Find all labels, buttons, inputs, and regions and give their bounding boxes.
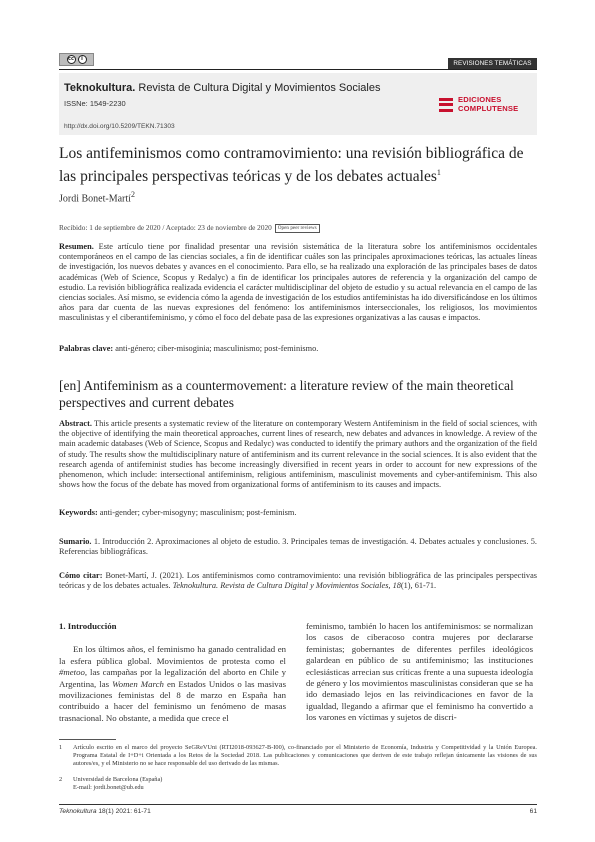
publisher-mark-icon (439, 98, 453, 112)
how-to-cite: Cómo citar: Bonet-Martí, J. (2021). Los antifeminismos como contramovimiento: una revisión bibliográfica de las principales perspectivas teóricas y de los debates actuales. Teknokultura. Revista de Cultura Digital y Movimientos Sociales, 18(1), 61-71. (59, 571, 537, 591)
by-person-icon: i (78, 55, 87, 64)
doi-link[interactable]: http://dx.doi.org/10.5209/TEKN.71303 (64, 123, 175, 130)
abstract: Abstract. This article presents a systematic review of the literature on contemporary Western Antifeminism in the field of social sciences, with the objective of identifying the main theoretical approaches, current lines of research, new debates and advances in knowledge. A review of the main academic databases (Web of Science, Scopus and Redalyc) was conducted to identify the primary authors and the organization of the field of study. The results show the multidisciplinary nature of antifeminism and its current relevance in the social sciences. It is also evident that the research agenda of antifeminist studies has become increasingly diversified in recent years in order to account for new expressions of the phenomenon, which include: intersectional antifeminism, religious antifeminism, masculinist movements and cyber-antifeminism. This also shows how the focus of the debate has moved from organizational forms of antifeminism to its causes and impacts. (59, 419, 537, 490)
footnote-1: 1 Artículo escrito en el marco del proyecto SeGReVUni (RTI2018-093627-B-I00), co-financiado por el Ministerio de Economía, Industria y Competitividad y la Unión Europea. Programa Estatal de I+D+i Orientada a los Retos de la Sociedad 2018. Las publicaciones y comunicaciones que deriven de este trabajo reflejan únicamente las visiones de sus autores/es, y el Ministerio no se hace responsable del uso derivado de las mismas. (59, 744, 537, 767)
body-column-right (306, 621, 533, 724)
intro-paragraph-continued: feminismo, también lo hacen los antifeminismos: se normalizan los casos de ciberacoso contra mujeres por declararse feministas; gobernantes de diferentes perfiles ideológicos galardean en público de su antifeminismo; las instituciones eclesiásticas arrecian sus críticas frente a una supuesta ideología de género y los movimientos masculinistas consideran que se ha ido demasiado lejos en las reivindicaciones en favor de la igualdad, llegando a afirmar que el feminismo ha convertido a los varones en víctimas y sujetos de discri- (306, 621, 533, 723)
author: Jordi Bonet-Martí$^2$ (59, 190, 135, 205)
footer-citation: Teknokultura 18(1) 2021: 61-71 (59, 808, 151, 815)
keywords: Keywords: anti-gender; cyber-misogyny; masculinism; post-feminism. (59, 508, 297, 517)
footnote-2: 2 Universidad de Barcelona (España) (59, 776, 163, 783)
cc-license-icon (59, 53, 94, 66)
page-number: 61 (529, 808, 537, 815)
body-column-left (59, 621, 286, 724)
author-footnote-ref[interactable]: 2 (130, 190, 135, 199)
sumario: Sumario. 1. Introducción 2. Aproximaciones al objeto de estudio. 3. Principales temas de investigación. 4. Debates actuales y conclusiones. 5. Referencias bibliográficas. (59, 537, 537, 557)
intro-paragraph: En los últimos años, el feminismo ha ganado centralidad en la esfera pública global. Movimientos de protesta como el #metoo, las campañas por la legalización del aborto en Chile y Argentina, las Women March en Estados Unidos o las masivas movilizaciones feministas del 8 de marzo en España han contribuido a hacer del feminismo un fenómeno de masas trasnacional. No obstante, a medida que crece el (59, 644, 286, 723)
resumen: Resumen. Este artículo tiene por finalidad presentar una revisión sistemática de la literatura sobre los antifeminismos occidentales contemporáneos en el campo de las ciencias sociales, a fin de identificar cuáles son las principales aproximaciones teóricas, las actuales líneas de investigación, los nuevos debates y avances en el conocimiento. Para ello, se ha realizado una exploración de las principales bases de datos académicas (Web of Science, Scopus y Redalyc) a fin de identificar los principales autores de referencia y la organización del campo de estudio. La revisión bibliográfica realizada evidencia el carácter multidisciplinar del objeto de estudio y su actual relevancia en el campo de las ciencias sociales. Así mismo, se evidencia cómo la agenda de investigación de los estudios antifeministas ha ido diversificándose en los últimos años para dar cuenta de las nuevas expresiones del fenómeno: los antifeminismos interseccionales, los religiosos, los movimientos masculinistas y el ciberantifeminismo, y cómo el foco del debate pasa de las expresiones organizativas a las causas e impactos. (59, 242, 537, 323)
publisher-logo (439, 96, 518, 113)
journal-title (64, 82, 380, 94)
journal-name: Teknokultura. (64, 82, 136, 94)
article-title-en: [en] Antifeminism as a countermovement: a literature review of the main theoretical perspectives and current debates (59, 378, 514, 410)
cc-circle-icon: cc (68, 56, 74, 62)
footnote-divider (59, 739, 116, 740)
footer-divider (59, 804, 537, 805)
journal-header (59, 73, 537, 135)
title-footnote-ref[interactable]: 1 (436, 168, 441, 177)
footnote-2-email: E-mail: jordi.bonet@ub.edu (73, 784, 144, 791)
open-peer-reviews-link[interactable]: Open peer reviews (275, 224, 320, 233)
received-accepted-dates: Recibido: 1 de septiembre de 2020 / Aceptado: 23 de noviembre de 2020 Open peer reviews (59, 223, 320, 233)
issn: ISSNe: 1549-2230 (64, 99, 126, 108)
top-divider (59, 69, 537, 70)
publisher-line1: EDICIONES (458, 95, 502, 104)
section-heading-introduction: 1. Introducción (59, 621, 117, 631)
section-tag: REVISIONES TEMÁTICAS (448, 58, 537, 69)
cite-journal: Teknokultura. Revista de Cultura Digital y Movimientos Sociales, 18 (172, 581, 401, 591)
palabras-clave: Palabras clave: anti-género; ciber-misoginia; masculinismo; post-feminismo. (59, 344, 319, 353)
journal-subtitle: Revista de Cultura Digital y Movimientos Sociales (135, 82, 381, 94)
publisher-line2: COMPLUTENSE (458, 103, 519, 113)
article-title-es: Los antifeminismos como contramovimiento: una revisión bibliográfica de las principales perspectivas teóricas y de los debates actuales$^1$ (59, 145, 524, 186)
